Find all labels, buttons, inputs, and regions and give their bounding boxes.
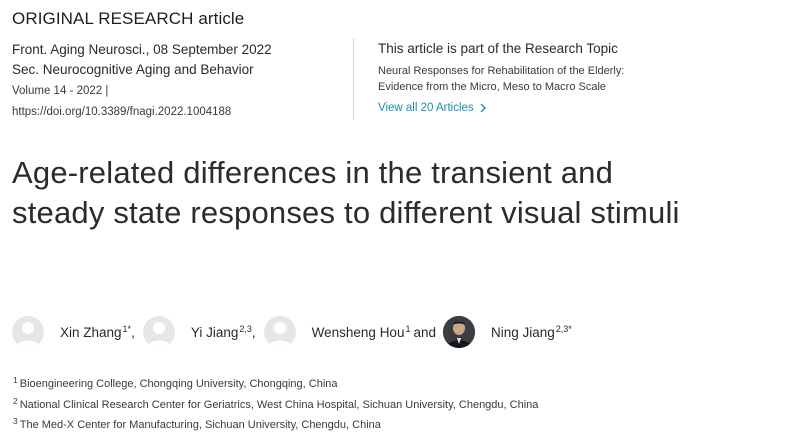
journal-date[interactable]: Front. Aging Neurosci., 08 September 2022 (12, 42, 272, 57)
section-link[interactable]: Sec. Neurocognitive Aging and Behavior (12, 62, 254, 77)
author-name: Yi Jiang$^{2,3}$ (190, 324, 252, 340)
avatar (12, 316, 44, 348)
avatar (264, 316, 296, 348)
user-silhouette-icon (264, 316, 296, 348)
affiliation-item: $^2$ National Clinical Research Center for Geriatrics, West China Hospital, Sichuan University, Chengdu, China (13, 395, 539, 411)
author-wensheng-hou[interactable] (264, 316, 411, 348)
doi-link[interactable]: https://doi.org/10.3389/fnagi.2022.1004188 (12, 106, 232, 118)
volume-label: Volume 14 - 2022 | (12, 85, 109, 97)
article-meta (12, 40, 342, 121)
avatar-photo (443, 316, 475, 348)
affiliations (12, 372, 538, 434)
meta-divider (353, 38, 354, 120)
research-topic-panel (378, 39, 778, 116)
avatar (143, 316, 175, 348)
author-list (12, 316, 572, 348)
user-silhouette-icon (12, 316, 44, 348)
author-conjunction: and (413, 324, 436, 340)
view-all-label: View all 20 Articles (378, 102, 474, 114)
author-xin-zhang[interactable] (12, 316, 131, 348)
author-name: Ning Jiang$^{2,3*}$ (491, 324, 572, 340)
author-separator: , (131, 324, 135, 340)
person-photo-icon (443, 316, 475, 348)
affiliation-item: $^1$ Bioengineering College, Chongqing University, Chongqing, China (13, 375, 338, 390)
affiliation-item: $^3$ The Med-X Center for Manufacturing, Sichuan University, Chengdu, China (13, 416, 381, 431)
chevron-right-icon (480, 103, 486, 113)
research-topic-link[interactable]: Neural Responses for Rehabilitation of the Elderly: Evidence from the Micro, Meso to Macro Scale (378, 65, 625, 93)
author-name: Xin Zhang$^{1*}$ (60, 324, 132, 340)
research-topic-heading: This article is part of the Research Topic (378, 41, 618, 56)
user-silhouette-icon (143, 316, 175, 348)
author-ning-jiang[interactable] (443, 316, 572, 348)
author-name: Wensheng Hou$^1$ (311, 324, 411, 340)
view-all-articles-link[interactable] (378, 102, 486, 114)
author-yi-jiang[interactable] (143, 316, 252, 348)
article-type: ORIGINAL RESEARCH article (12, 9, 245, 28)
article-title: Age-related differences in the transient and steady state responses to different visual stimuli (12, 155, 680, 230)
author-separator: , (251, 324, 256, 340)
